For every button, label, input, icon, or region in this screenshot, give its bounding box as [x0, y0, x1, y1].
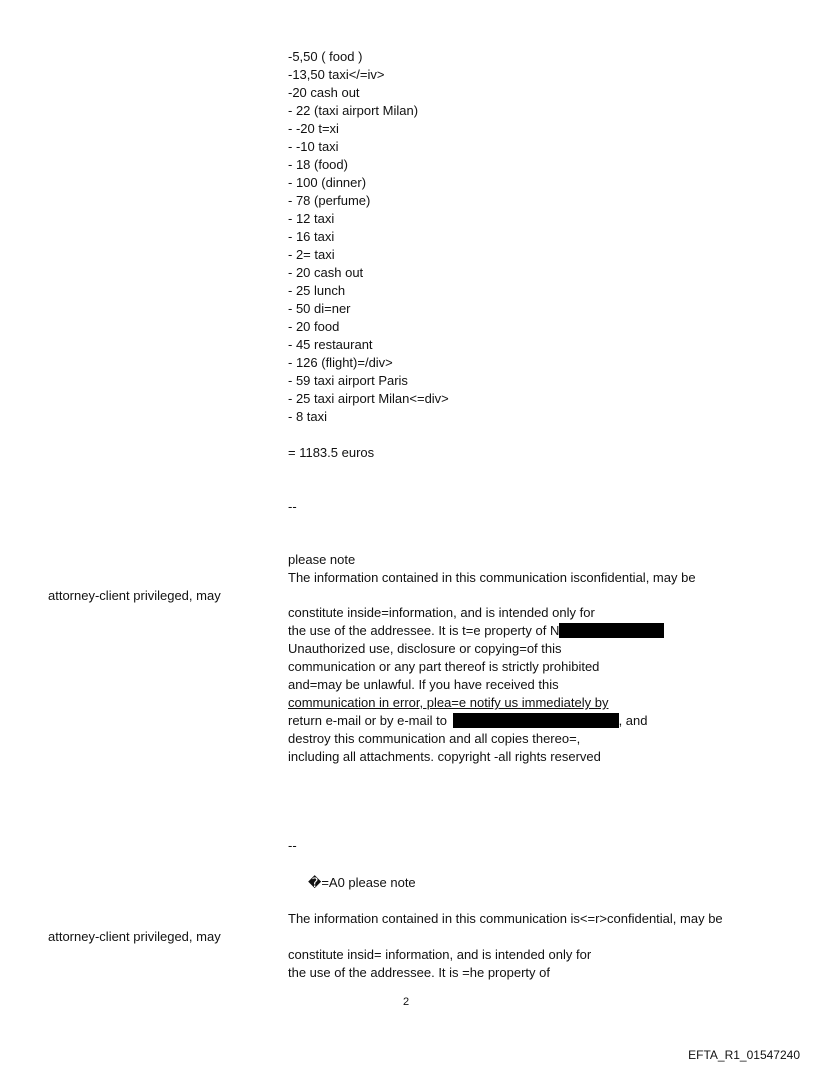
notice-line: constitute inside=information, and is intended only for — [288, 605, 595, 620]
notice-heading: �=A0 please note — [308, 875, 416, 890]
page-number: 2 — [403, 996, 410, 1008]
expense-line: -13,50 taxi</=iv> — [288, 67, 385, 82]
notice-line: the use of the addressee. It is =he property of — [288, 965, 550, 980]
notice-line-redacted — [288, 622, 664, 640]
expense-line: - 20 food — [288, 319, 340, 334]
expense-line: - 25 taxi airport Milan<=div> — [288, 391, 449, 406]
expense-line: - 59 taxi airport Paris — [288, 373, 408, 388]
expense-line: - 12 taxi — [288, 211, 335, 226]
signature-separator: -- — [288, 499, 297, 514]
notice-line-redacted — [288, 712, 648, 730]
expense-line: - -20 t=xi — [288, 121, 339, 136]
expense-line: - 22 (taxi airport Milan) — [288, 103, 419, 118]
expense-line: - 126 (flight)=/div> — [288, 355, 393, 370]
notice-line: The information contained in this communication is<=r>confidential, may be — [288, 911, 723, 926]
notice-text: the use of the addressee. It is t=e property of N — [288, 623, 560, 638]
notice-left-note: attorney-client privileged, may — [48, 929, 221, 944]
expense-line: - 45 restaurant — [288, 337, 373, 352]
expense-line: - 20 cash out — [288, 265, 364, 280]
notice-text: return e-mail or by e-mail to — [288, 713, 447, 728]
notice-line: including all attachments. copyright -all rights reserved — [288, 749, 601, 764]
notice-line: communication in error, plea=e notify us immediately by — [288, 695, 609, 710]
redaction-block — [559, 623, 664, 638]
signature-separator: -- — [288, 838, 297, 853]
expense-line: - 100 (dinner) — [288, 175, 367, 190]
notice-line: and=may be unlawful. If you have received this — [288, 677, 559, 692]
expense-line: - 18 (food) — [288, 157, 348, 172]
expense-line: -5,50 ( food ) — [288, 49, 363, 64]
expense-line: - 8 taxi — [288, 409, 328, 424]
notice-line: communication or any part thereof is strictly prohibited — [288, 659, 600, 674]
notice-left-note: attorney-client privileged, may — [48, 588, 221, 603]
expense-total: = 1183.5 euros — [288, 445, 375, 460]
notice-line: destroy this communication and all copies thereo=, — [288, 731, 581, 746]
document-id: EFTA_R1_01547240 — [688, 1048, 800, 1062]
expense-line: - 25 lunch — [288, 283, 346, 298]
expense-line: -20 cash out — [288, 85, 360, 100]
notice-line: Unauthorized use, disclosure or copying=of this — [288, 641, 562, 656]
expense-line: - 78 (perfume) — [288, 193, 371, 208]
expense-line: - 50 di=ner — [288, 301, 351, 316]
expense-line: - 16 taxi — [288, 229, 335, 244]
notice-heading: please note — [288, 552, 356, 567]
notice-line: The information contained in this communication isconfidential, may be — [288, 570, 696, 585]
expense-line: - -10 taxi — [288, 139, 339, 154]
expense-line: - 2= taxi — [288, 247, 335, 262]
notice-text: , and — [618, 713, 648, 728]
notice-line: constitute insid= information, and is intended only for — [288, 947, 592, 962]
redaction-block — [453, 713, 619, 728]
